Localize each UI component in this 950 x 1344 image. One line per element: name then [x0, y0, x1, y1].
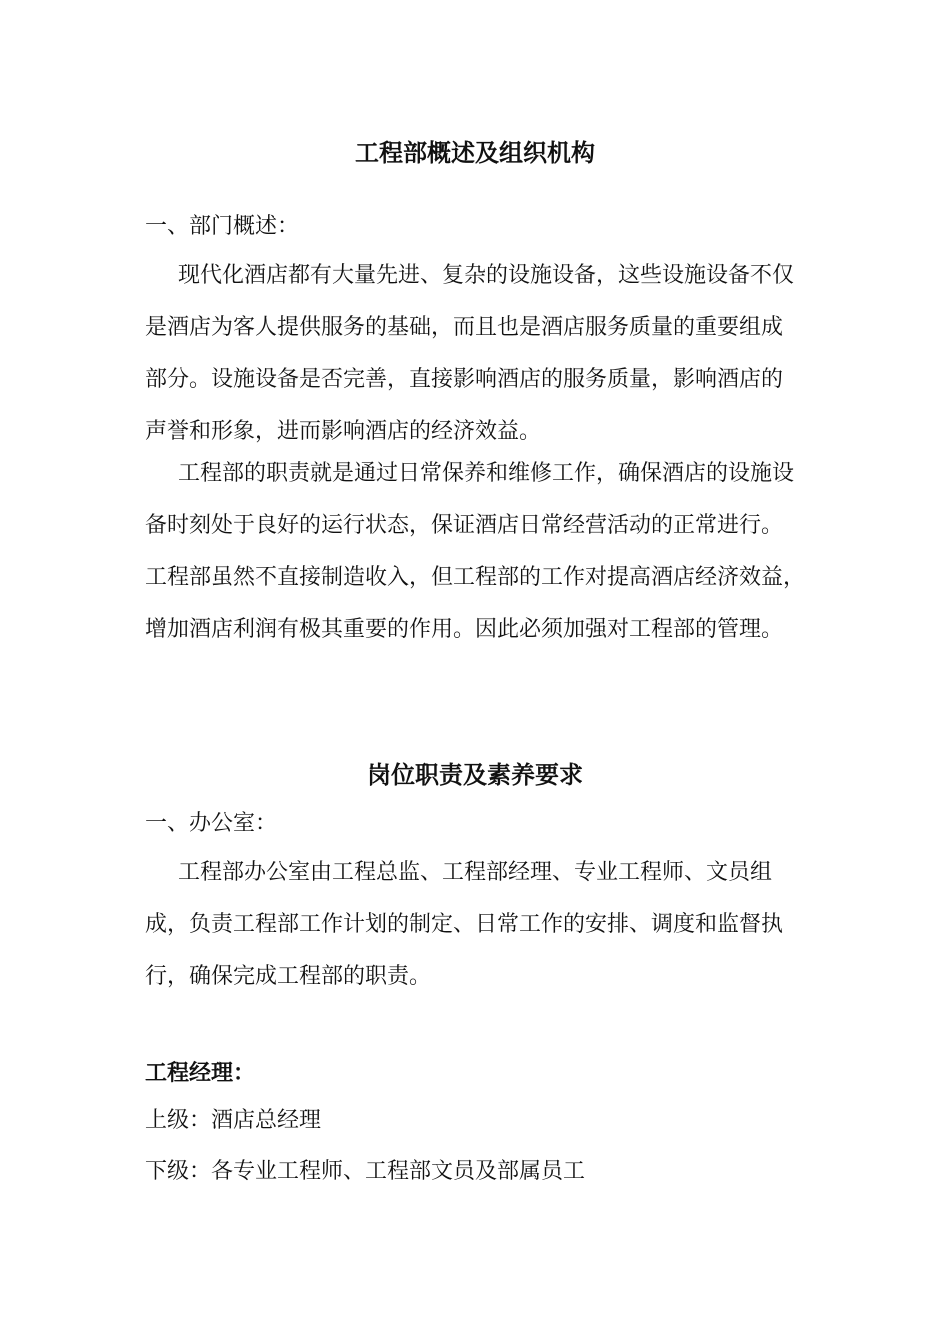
paragraph-overview-1 — [145, 250, 825, 458]
paragraph-line: 成，负责工程部工作计划的制定、日常工作的安排、调度和监督执 — [145, 912, 784, 937]
manager-subordinate: 下级：各专业工程师、工程部文员及部属员工 — [145, 1159, 586, 1184]
heading-engineering-manager: 工程经理： — [145, 1060, 256, 1086]
paragraph-line: 备时刻处于良好的运行状态，保证酒店日常经营活动的正常进行。 — [145, 513, 784, 538]
paragraph-line: 增加酒店利润有极其重要的作用。因此必须加强对工程部的管理。 — [145, 617, 784, 642]
paragraph-line: 工程部的职责就是通过日常保养和维修工作，确保酒店的设施设 — [178, 461, 795, 486]
section-title-overview: 工程部概述及组织机构 — [355, 138, 595, 167]
paragraph-overview-2 — [145, 448, 825, 656]
paragraph-office — [145, 847, 825, 1003]
paragraph-line: 行，确保完成工程部的职责。 — [145, 964, 432, 989]
heading-office: 一、办公室： — [145, 811, 278, 836]
paragraph-line: 工程部虽然不直接制造收入，但工程部的工作对提高酒店经济效益， — [145, 565, 806, 590]
paragraph-line: 是酒店为客人提供服务的基础，而且也是酒店服务质量的重要组成 — [145, 315, 784, 340]
paragraph-line: 声誉和形象，进而影响酒店的经济效益。 — [145, 419, 542, 444]
paragraph-line: 现代化酒店都有大量先进、复杂的设施设备，这些设施设备不仅 — [178, 263, 795, 288]
paragraph-line: 工程部办公室由工程总监、工程部经理、专业工程师、文员组 — [178, 860, 773, 885]
heading-department-overview: 一、部门概述： — [145, 214, 300, 239]
paragraph-line: 部分。设施设备是否完善，直接影响酒店的服务质量，影响酒店的 — [145, 367, 784, 392]
manager-superior: 上级：酒店总经理 — [145, 1108, 322, 1133]
section-title-positions: 岗位职责及素养要求 — [367, 760, 583, 789]
